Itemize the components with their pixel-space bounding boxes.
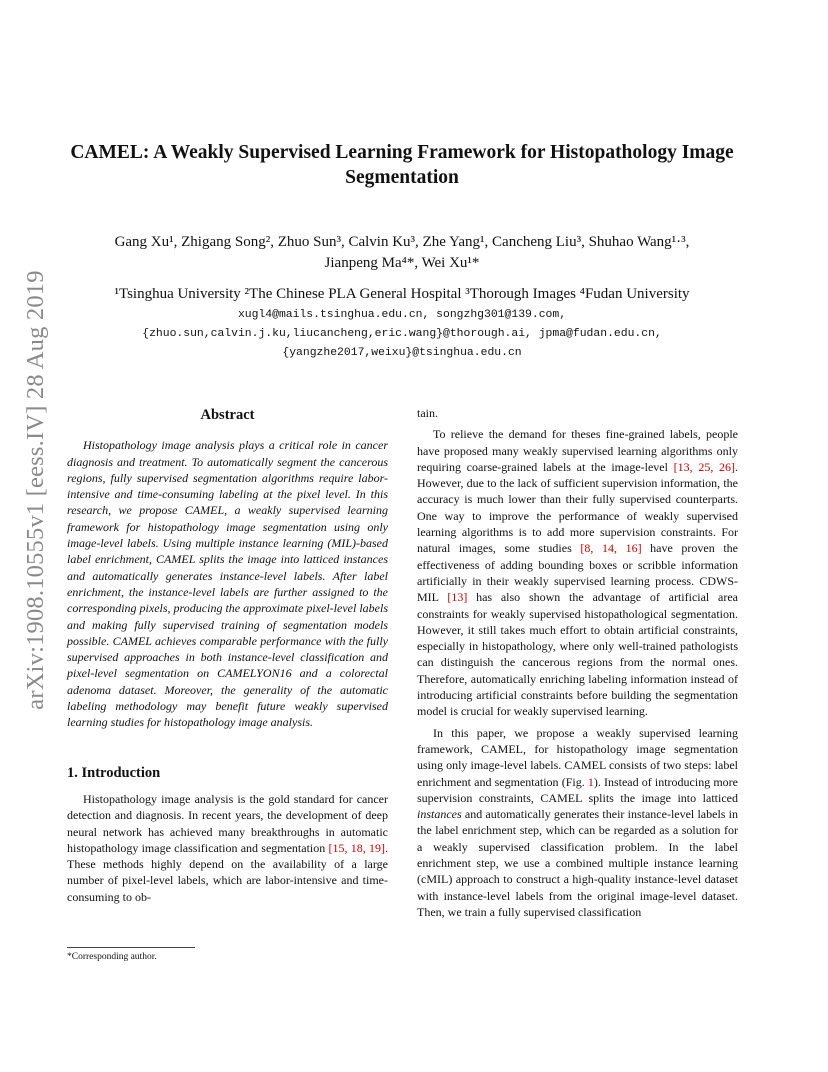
- abstract-text: Histopathology image analysis plays a critical role in cancer diagnosis and treatment. To automatically segment the cancerous regions, fully supervised segmentation algorithms require labor-intensive and time-consuming labeling at the pixel level. In this research, we propose CAMEL, a weakly supervised learning framework for histopathology image segmentation using only image-level labels. Using multiple instance learning (MIL)-based label enrichment, CAMEL splits the image into latticed instances and automatically generates instance-level labels. After label enrichment, the instance-level labels are further assigned to the corresponding pixels, producing the approximate pixel-level labels and making fully supervised training of segmentation models possible. CAMEL achieves comparable performance with the fully supervised approaches in both instance-level classification and pixel-level segmentation on CAMELYON16 and a colorectal adenoma dataset. Moreover, the generality of the automatic labeling methodology may benefit future weakly supervised learning studies for histopathology image analysis.: [67, 438, 388, 730]
- paper-title: [60, 140, 744, 190]
- title-line-1: CAMEL: A Weakly Supervised Learning Framework for Histopathology Image: [70, 142, 734, 163]
- citation-link[interactable]: [13, 25, 26]: [673, 459, 735, 474]
- affiliations: ¹Tsinghua University ²The Chinese PLA General Hospital ³Thorough Images ⁴Fudan University: [114, 286, 690, 302]
- arxiv-identifier-text: arXiv:1908.10555v1 [eess.IV] 28 Aug 2019: [22, 270, 49, 710]
- citation-link[interactable]: [8, 14, 16]: [580, 541, 642, 556]
- title-line-2: Segmentation: [345, 167, 459, 188]
- email-line-3: {yangzhe2017,weixu}@tsinghua.edu.cn: [282, 347, 522, 359]
- email-block: [60, 306, 744, 363]
- figure-link[interactable]: 1: [587, 774, 594, 789]
- intro-paragraph-2: To relieve the demand for theses fine-grained labels, people have proposed many weakly supervised learning algorithms only requiring coarse-grained labels at the image-level [13, 25, 26]. However, due to the lack of sufficient supervision information, the accuracy is much lower than their fully supervised counterparts. One way to improve the performance of weakly supervised learning algorithms is to add more supervision constraints. For natural images, some studies [8, 14, 16] have proven the effectiveness of adding bounding boxes or scribble information artificially in their weakly supervised learning process. CDWS-MIL [13] has also shown the advantage of artificial area constraints for weakly supervised histopathological segmentation. However, it still takes much effort to obtain artificial constraints, especially in histopathology, where only well-trained pathologists can distinguish the cancerous regions from the normal ones. Therefore, automatically enriching labeling information instead of introducing artificial constraints before building the segmentation model is crucial for weakly supervised learning.: [417, 427, 738, 719]
- left-column: [67, 402, 388, 905]
- footnote: *Corresponding author.: [67, 952, 157, 962]
- email-line-1: xugl4@mails.tsinghua.edu.cn, songzhg301@139.com,: [237, 309, 567, 321]
- authors-line-2: Jianpeng Ma⁴*, Wei Xu¹*: [324, 255, 480, 271]
- citation-link[interactable]: [15, 18, 19]: [328, 840, 385, 855]
- emphasis-instances: instances: [417, 807, 462, 822]
- continued-paragraph: tain.: [417, 406, 438, 420]
- intro-paragraph-1: Histopathology image analysis is the gold standard for cancer detection and diagnosis. In recent years, the development of deep neural network has achieved many breakthroughs in automatic histopathology image classification and segmentation [15, 18, 19]. These methods highly depend on the availability of a large number of pixel-level labels, which are labor-intensive and time-consuming to ob-: [67, 791, 388, 904]
- email-line-2: {zhuo.sun,calvin.j.ku,liucancheng,eric.wang}@thorough.ai, jpma@fudan.edu.cn,: [142, 328, 662, 340]
- introduction-heading: 1. Introduction: [67, 764, 161, 781]
- footnote-rule: [67, 947, 195, 948]
- abstract-heading: Abstract: [200, 407, 255, 423]
- author-list: [60, 232, 744, 274]
- intro-paragraph-3: In this paper, we propose a weakly supervised learning framework, CAMEL, for histopathology image segmentation using only image-level labels. CAMEL consists of two steps: label enrichment and segmentation (Fig. 1). Instead of introducing more supervision constraints, CAMEL splits the image into latticed instances and automatically generates their instance-level labels in the label enrichment step, which can be regarded as a solution for a weakly supervised classification problem. In the label enrichment step, we use a combined multiple instance learning (cMIL) approach to construct a high-quality instance-level dataset with instance-level labels from the original image-level dataset. Then, we train a fully supervised classification: [417, 725, 739, 919]
- citation-link[interactable]: [13]: [447, 590, 468, 605]
- right-column: [417, 405, 738, 920]
- arxiv-identifier: [22, 270, 50, 710]
- authors-line-1: Gang Xu¹, Zhigang Song², Zhuo Sun³, Calvin Ku³, Zhe Yang¹, Cancheng Liu³, Shuhao Wang¹·³,: [114, 234, 690, 250]
